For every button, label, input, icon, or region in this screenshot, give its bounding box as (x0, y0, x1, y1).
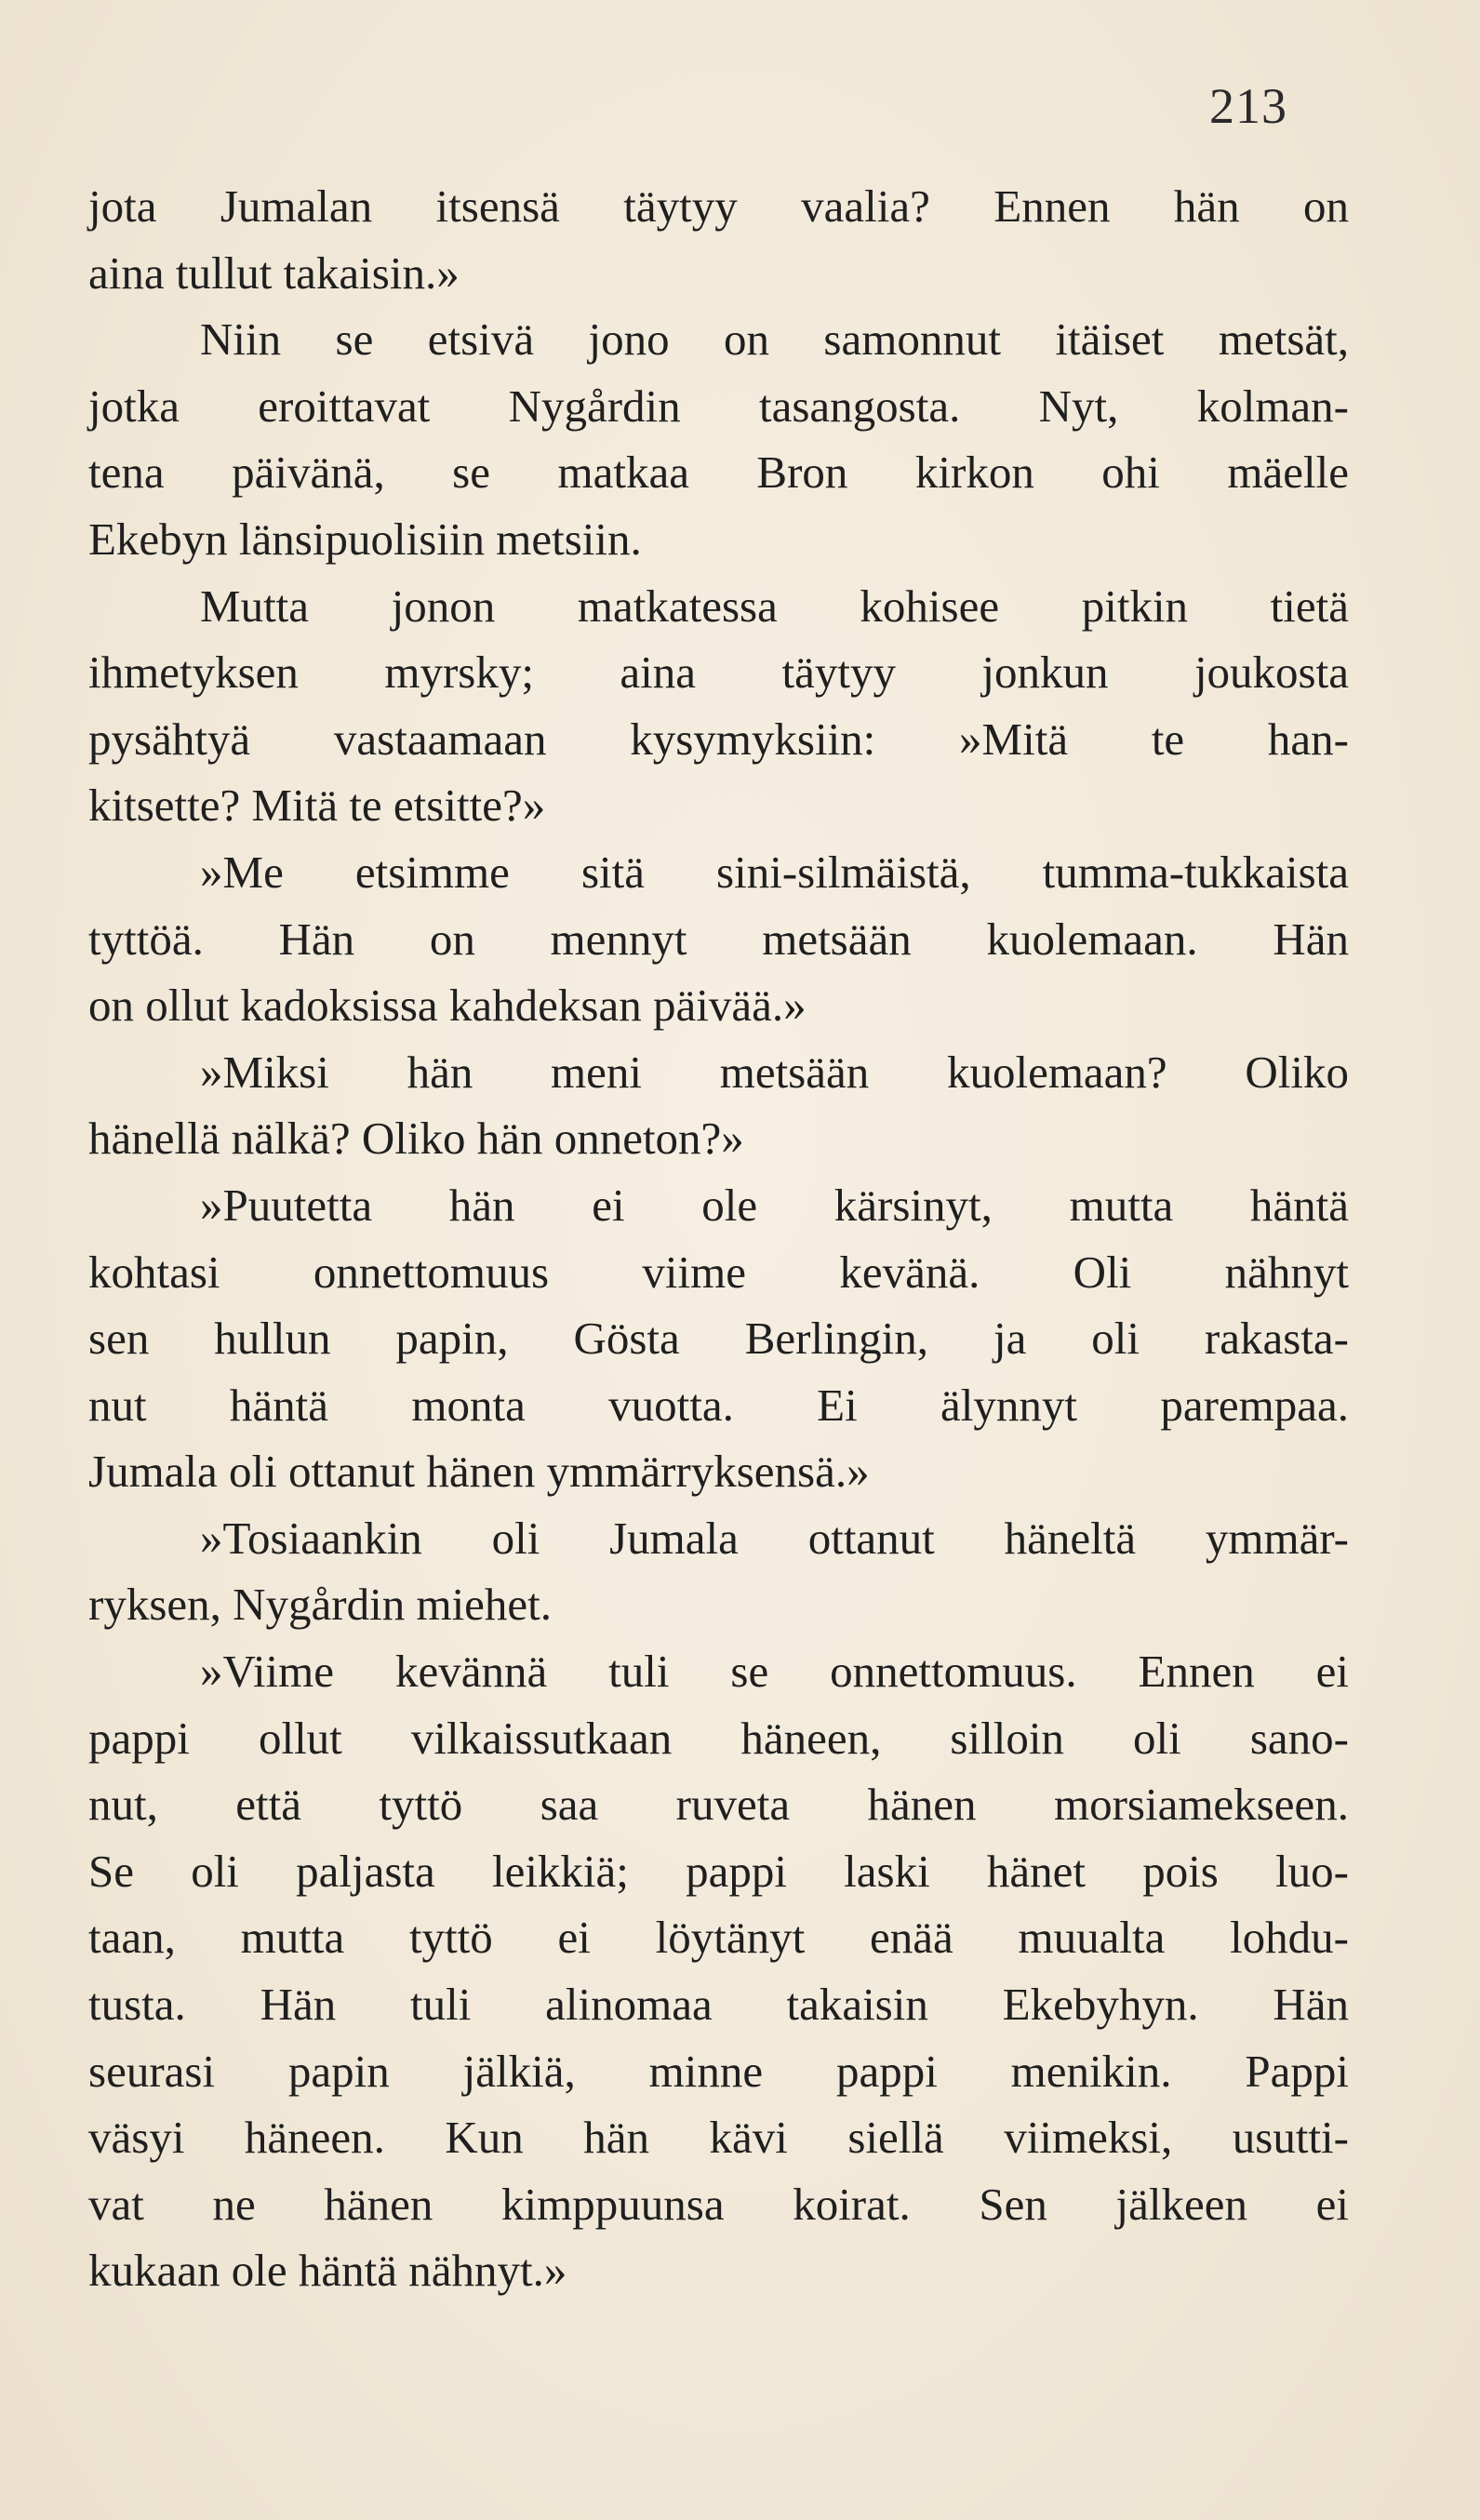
text-line: Mutta jonon matkatessa kohisee pitkin tietä (200, 580, 1349, 632)
text-line: kitsette? Mitä te etsitte?» (88, 780, 546, 832)
text-line: ryksen, Nygårdin miehet. (88, 1579, 553, 1631)
text-line: pappi ollut vilkaissutkaan häneen, silloin oli sano- (88, 1712, 1349, 1764)
text-line: »Me etsimme sitä sini-silmäistä, tumma-tukkaista (200, 846, 1349, 898)
text-line: taan, mutta tyttö ei löytänyt enää muualta lohdu- (88, 1912, 1349, 1964)
text-line: ihmetyksen myrsky; aina täytyy jonkun joukosta (88, 647, 1349, 699)
text-line: nut, että tyttö saa ruveta hänen morsiamekseen. (88, 1779, 1349, 1831)
text-line: vat ne hänen kimppuunsa koirat. Sen jälkeen ei (88, 2178, 1349, 2230)
page-number: 213 (1209, 78, 1287, 134)
text-line: »Puutetta hän ei ole kärsinyt, mutta häntä (200, 1179, 1349, 1231)
text-line: nut häntä monta vuotta. Ei älynnyt parempaa. (88, 1379, 1349, 1431)
text-line: sen hullun papin, Gösta Berlingin, ja oli rakasta- (88, 1313, 1349, 1365)
text-line: jota Jumalan itsensä täytyy vaalia? Ennen hän on (88, 180, 1349, 232)
text-line: kohtasi onnettomuus viime kevänä. Oli nähnyt (88, 1246, 1349, 1298)
text-line: kukaan ole häntä nähnyt.» (88, 2245, 567, 2297)
text-line: väsyi häneen. Kun hän kävi siellä viimeksi, usutti- (88, 2112, 1349, 2164)
text-line: pysähtyä vastaamaan kysymyksiin: »Mitä te han- (88, 713, 1349, 765)
text-line: tyttöä. Hän on mennyt metsään kuolemaan. Hän (88, 913, 1349, 965)
text-line: »Viime kevännä tuli se onnettomuus. Ennen ei (200, 1646, 1349, 1698)
text-line: tena päivänä, se matkaa Bron kirkon ohi mäelle (88, 447, 1349, 499)
body-text (88, 173, 1349, 2304)
text-line: Niin se etsivä jono on samonnut itäiset metsät, (200, 313, 1349, 366)
text-line: hänellä nälkä? Oliko hän onneton?» (88, 1113, 744, 1165)
text-line: on ollut kadoksissa kahdeksan päivää.» (88, 980, 807, 1032)
text-line: Ekebyn länsipuolisiin metsiin. (88, 513, 642, 565)
text-line: seurasi papin jälkiä, minne pappi menikin. Pappi (88, 2045, 1349, 2097)
text-line: aina tullut takaisin.» (88, 247, 460, 299)
text-line: jotka eroittavat Nygårdin tasangosta. Nyt, kolman- (88, 380, 1349, 432)
text-line: tusta. Hän tuli alinomaa takaisin Ekebyhyn. Hän (88, 1979, 1349, 2031)
text-line: »Miksi hän meni metsään kuolemaan? Oliko (200, 1046, 1349, 1098)
text-line: Jumala oli ottanut hänen ymmärryksensä.» (88, 1446, 870, 1498)
text-line: Se oli paljasta leikkiä; pappi laski hänet pois luo- (88, 1845, 1349, 1897)
text-line: »Tosiaankin oli Jumala ottanut häneltä ymmär- (200, 1512, 1349, 1564)
